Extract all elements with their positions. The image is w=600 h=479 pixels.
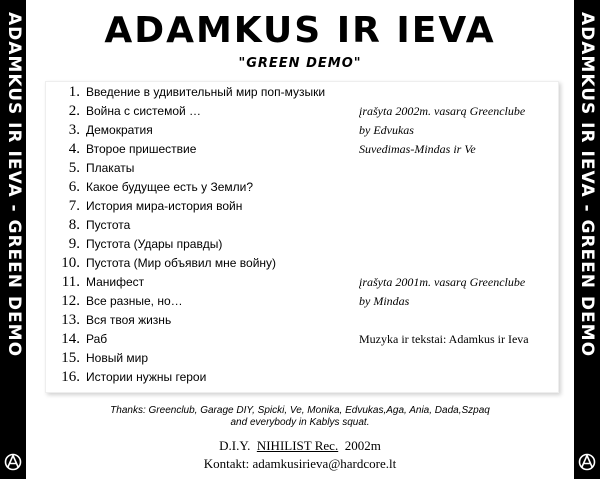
track-number: 4. — [68, 141, 80, 157]
track-title: Пустота (Мир объявил мне войну) — [86, 256, 277, 270]
track-title: Истории нужны герои — [86, 370, 207, 384]
track-number: 15. — [61, 350, 80, 366]
track-title: Манифест — [86, 275, 145, 289]
track-number: 7. — [68, 198, 80, 214]
left-spine-text: ADAMKUS IR IEVA - GREEN DEMO — [4, 12, 24, 358]
tracklist-panel — [45, 81, 559, 393]
label-name: NIHILIST Rec. — [256, 438, 339, 453]
left-spine — [0, 0, 26, 479]
track-title: Все разные, но… — [86, 294, 183, 308]
anarchy-symbol-icon — [578, 453, 596, 471]
track-number: 14. — [61, 331, 80, 347]
credit-mixing: Suvedimas-Mindas ir Ve — [359, 142, 476, 156]
diy-text: D.I.Y. — [219, 438, 251, 453]
thanks-block — [26, 405, 574, 429]
band-name: ADAMKUS IR IEVA — [104, 10, 496, 51]
credit-by-edvukas: by Edvukas — [359, 123, 414, 137]
anarchy-symbol-icon — [4, 453, 22, 471]
track-title: Война с системой … — [86, 104, 202, 118]
track-number: 13. — [61, 312, 80, 328]
thanks-line: and everybody in Kablys squat. — [230, 417, 370, 428]
right-spine — [574, 0, 600, 479]
track-title: Введение в удивительный мир поп-музыки — [86, 85, 326, 99]
track-title: Новый мир — [86, 351, 149, 365]
credit-music-lyrics: Muzyka ir tekstai: Adamkus ir Ieva — [359, 332, 529, 346]
track-title: Пустота (Удары правды) — [86, 237, 223, 251]
track-number: 16. — [61, 369, 80, 385]
release-year: 2002m — [344, 438, 381, 453]
track-title: Какое будущее есть у Земли? — [86, 180, 254, 194]
track-number: 8. — [68, 217, 80, 233]
track-title: История мира-история войн — [86, 199, 243, 213]
track-number: 10. — [61, 255, 80, 271]
track-title: Второе пришествие — [86, 142, 197, 156]
track-number: 2. — [68, 103, 80, 119]
track-number: 9. — [68, 236, 80, 252]
right-spine-text: ADAMKUS IR IEVA - GREEN DEMO — [577, 12, 597, 358]
label-line — [26, 438, 574, 454]
track-title: Вся твоя жизнь — [86, 313, 172, 327]
track-number: 1. — [68, 84, 80, 100]
credit-recorded-2002: įrašyta 2002m. vasarą Greenclube — [359, 104, 526, 118]
credit-recorded-2001: įrašyta 2001m. vasarą Greenclube — [359, 275, 526, 289]
contact-line: Kontakt: adamkusirieva@hardcore.lt — [203, 456, 397, 471]
track-title: Демократия — [86, 123, 153, 137]
track-title: Плакаты — [86, 161, 135, 175]
track-number: 12. — [61, 293, 80, 309]
track-title: Раб — [86, 332, 108, 346]
credit-by-mindas: by Mindas — [359, 294, 410, 308]
thanks-line: Thanks: Greenclub, Garage DIY, Spicki, Ve, Monika, Edvukas,Aga, Ania, Dada,Szpaq — [110, 405, 490, 416]
track-number: 11. — [61, 274, 80, 290]
track-number: 6. — [68, 179, 80, 195]
album-title: "GREEN DEMO" — [238, 56, 362, 71]
track-number: 5. — [68, 160, 80, 176]
track-title: Пустота — [86, 218, 131, 232]
track-number: 3. — [68, 122, 80, 138]
